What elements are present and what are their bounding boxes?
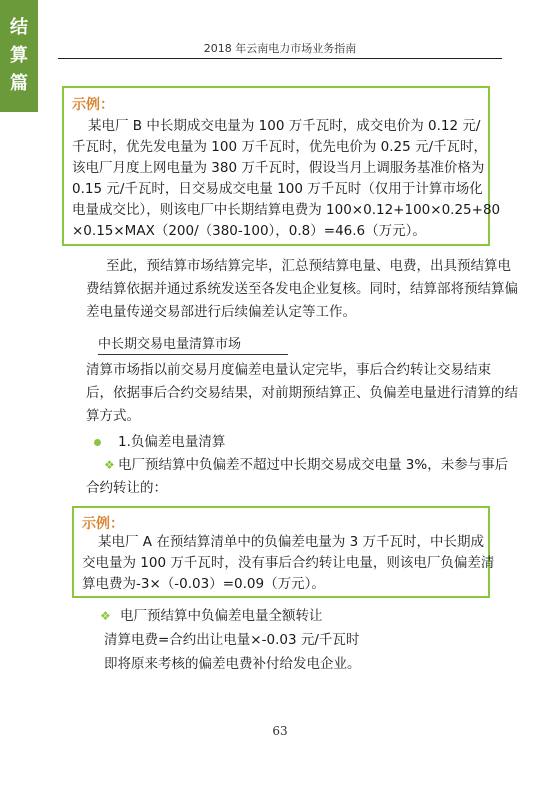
header-rule <box>58 58 502 59</box>
bullet-heading: 电厂预结算中负偏差电量全额转让 <box>120 608 323 624</box>
paragraph-line: 电厂预结算中负偏差不超过中长期交易成交电量 3%，未参与事后 <box>118 457 509 473</box>
example-line: 0.15 元/千瓦时，日交易成交电量 100 万千瓦时（仅用于计算市场化 <box>72 181 483 197</box>
example-line: 该电厂月度上网电量为 380 万千瓦时，假设当月上调服务基准价格为 <box>72 160 485 176</box>
paragraph-line: 即将原来考核的偏差电费补付给发电企业。 <box>104 656 361 672</box>
paragraph-line: 清算市场指以前交易月度偏差电量认定完毕，事后合约转让交易结束 <box>86 362 491 378</box>
example-line: 算电费为-3×（-0.03）=0.09（万元）。 <box>82 576 325 592</box>
paragraph-line: 差电量传递交易部进行后续偏差认定等工作。 <box>86 304 356 320</box>
diamond-bullet-icon: ❖ <box>100 609 111 623</box>
example-line: ×0.15×MAX（200/（380-100），0.8）=46.6（万元）。 <box>72 223 426 239</box>
example-line: 电量成交比），则该电厂中长期结算电费为 100×0.12+100×0.25+80 <box>72 202 501 218</box>
example-title: 示例： <box>82 516 124 532</box>
example-box-2 <box>72 506 495 598</box>
side-tab-char: 篇 <box>10 73 28 94</box>
section-subheading: 中长期交易电量清算市场 <box>98 336 288 355</box>
side-tab-char: 算 <box>10 45 28 66</box>
paragraph-line: 合约转让的： <box>86 480 167 496</box>
side-tab-char: 结 <box>10 17 28 38</box>
paragraph-line: 算方式。 <box>86 408 140 424</box>
paragraph-line: 至此，预结算市场结算完毕，汇总预结算电量、电费，出具预结算电 <box>106 258 511 274</box>
paragraph-line: 费结算依据并通过系统发送至各发电企业复核。同时，结算部将预结算偏 <box>86 281 518 297</box>
example-box-1 <box>62 86 501 246</box>
example-line: 千瓦时，优先发电量为 100 万千瓦时，优先电价为 0.25 元/千瓦时， <box>72 139 488 155</box>
example-line: 某电厂 A 在预结算清单中的负偏差电量为 3 万千瓦时，中长期成 <box>98 534 484 550</box>
diamond-bullet-icon: ❖ <box>104 458 115 472</box>
bullet-heading: 1.负偏差电量清算 <box>118 434 226 450</box>
example-title: 示例： <box>72 97 114 113</box>
green-dot-icon <box>94 439 101 446</box>
running-head: 2018 年云南电力市场业务指南 <box>203 42 357 55</box>
example-line: 某电厂 B 中长期成交电量为 100 万千瓦时，成交电价为 0.12 元/ <box>88 118 481 134</box>
example-line: 交电量为 100 万千瓦时，没有事后合约转让电量，则该电厂负偏差清 <box>82 555 495 571</box>
page-number: 63 <box>272 724 288 738</box>
paragraph-line: 后，依据事后合约交易结果，对前期预结算正、负偏差电量进行清算的结 <box>86 385 518 401</box>
side-tab <box>0 0 38 112</box>
formula-line: 清算电费=合约出让电量×-0.03 元/千瓦时 <box>104 632 360 648</box>
